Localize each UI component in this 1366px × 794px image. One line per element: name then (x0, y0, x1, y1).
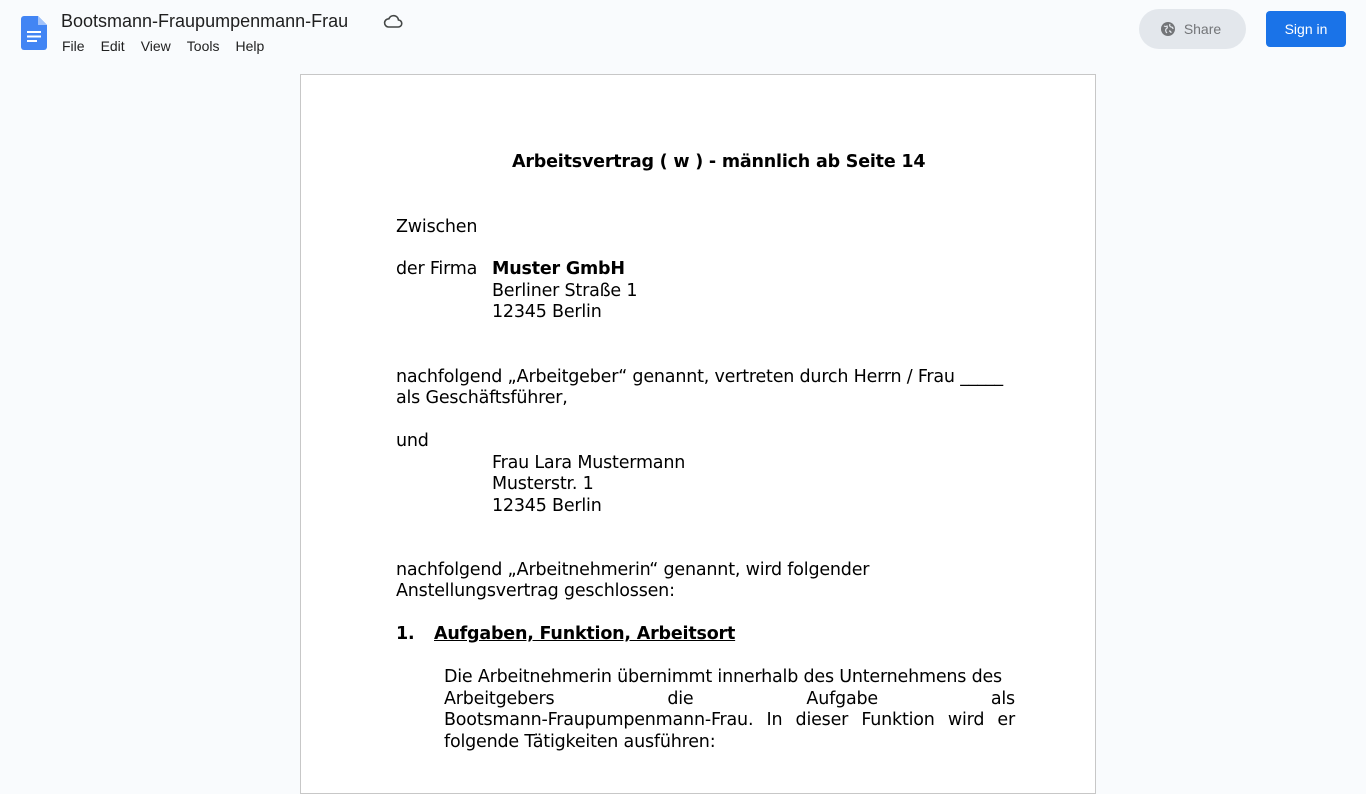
menu-bar (54, 36, 272, 56)
section-body-line-4: folgende Tätigkeiten ausführen: (444, 732, 716, 752)
section-title: Aufgaben, Funktion, Arbeitsort (434, 624, 736, 644)
body-word: Aufgabe (806, 689, 878, 709)
employee-note-line-1: nachfolgend „Arbeitnehmerin“ genannt, wird folgender (396, 560, 870, 580)
und-text: und (396, 431, 429, 451)
document-heading: Arbeitsvertrag ( w ) - männlich ab Seite 14 (512, 152, 926, 172)
section-body-line-3 (444, 709, 1015, 731)
employee-city: 12345 Berlin (492, 496, 602, 516)
menu-tools[interactable]: Tools (186, 38, 220, 54)
body-word: In (766, 710, 783, 730)
cloud-icon[interactable] (383, 13, 403, 31)
employer-note-line-1: nachfolgend „Arbeitgeber“ genannt, vertreten durch Herrn / Frau _____ (396, 367, 1003, 387)
share-label: Share (1183, 21, 1222, 37)
employer-city: 12345 Berlin (492, 302, 602, 322)
body-word: Arbeitgebers (444, 689, 555, 709)
body-word: wird (947, 710, 985, 730)
employee-name: Frau Lara Mustermann (492, 453, 686, 473)
document-title[interactable]: Bootsmann-Fraupumpenmann-Frau (61, 11, 349, 31)
menu-help[interactable]: Help (235, 38, 265, 54)
menu-edit[interactable]: Edit (100, 38, 125, 54)
employer-street: Berliner Straße 1 (492, 281, 638, 301)
body-word: dieser (795, 710, 849, 730)
employee-street: Musterstr. 1 (492, 474, 594, 494)
body-word: er (997, 710, 1015, 730)
body-word: Funktion (861, 710, 935, 730)
section-body-line-1: Die Arbeitnehmerin übernimmt innerhalb des Unternehmens des (444, 667, 1002, 687)
globe-icon (1160, 21, 1176, 37)
section-number: 1. (396, 624, 415, 644)
firma-label: der Firma (396, 259, 478, 279)
share-button[interactable] (1139, 9, 1246, 49)
document-page[interactable] (300, 74, 1096, 794)
zwischen-text: Zwischen (396, 217, 478, 237)
body-word: die (667, 689, 694, 709)
menu-view[interactable]: View (140, 38, 171, 54)
menu-file[interactable]: File (62, 38, 85, 54)
employee-note-line-2: Anstellungsvertrag geschlossen: (396, 581, 675, 601)
app-header (0, 0, 1366, 64)
employer-name: Muster GmbH (492, 259, 625, 279)
section-body-line-2 (444, 688, 1015, 710)
employer-note-line-2: als Geschäftsführer, (396, 388, 568, 408)
body-word: Bootsmann-Fraupumpenmann-Frau. (444, 710, 754, 730)
sign-in-button[interactable]: Sign in (1266, 11, 1346, 47)
body-word: als (990, 689, 1015, 709)
docs-logo-icon[interactable] (21, 16, 47, 50)
